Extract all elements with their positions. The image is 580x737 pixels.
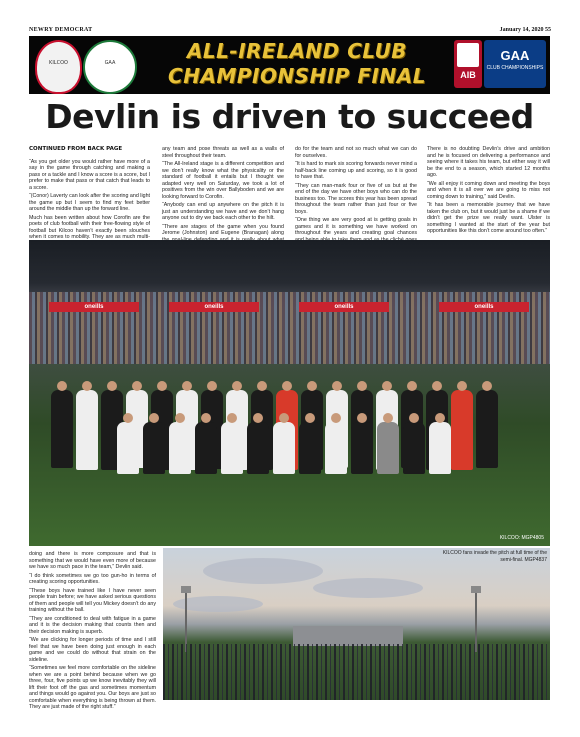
adboard: oneills: [299, 302, 389, 312]
kilcoo-crest: KILCOO: [35, 40, 82, 94]
adboard: oneills: [169, 302, 259, 312]
crowd-on-pitch: [163, 644, 550, 700]
paragraph: any team and pose threats as well as a walls of steel throughout their team.: [162, 146, 284, 159]
article-column-4: [427, 146, 550, 237]
grandstand: [293, 626, 403, 646]
newspaper-name: NEWRY DEMOCRAT: [29, 27, 93, 33]
paragraph: “As you get older you would rather have more of a say in the game through catching and making a pass or a tackle and I know a score is a score, but I prefer to make that pass or that catch that leads to a score.: [29, 158, 150, 191]
paragraph: There is no doubting Devlin’s drive and ambition and he is focused on delivering a performance and seeing where it takes his team, but either way it will be the end to a season, which started 12 months ago.: [427, 146, 550, 178]
paragraph: Much has been written about how Corofin are the poets of club football with their free-flowing style of football but Kilcoo haven’t exactly been slouches when it comes to mobility. They are as much multi-: [29, 214, 150, 240]
paragraph: “They can man-mark four or five of us but at the end of the day we have other boys who can do the business too. The scores this year has been spread throughout the team rather than just four or five boys.: [295, 182, 417, 215]
paragraph: “Anybody can end up anywhere on the pitch it is just an understanding we have and we don’t hang anyone out to dry we back each other to the hilt.: [162, 202, 284, 221]
floodlight: [475, 592, 477, 652]
paragraph: “We all enjoy it coming down and meeting the boys and when it is all over we are going to miss not coming down to training,” said Devlin.: [427, 180, 550, 200]
aib-logo: AIB: [454, 40, 482, 88]
paragraph: “The All-Ireland stage is a different competition and we don’t really know what the physicality or the standard of football it entails but I thought we adapted very well on Saturday, we took a lot of positives from the win over Ballyboden and we are looking forward to Corofin.: [162, 161, 284, 200]
photo-caption: KILCOO fans invade the pitch at full time of the semi-final. MGP4837: [442, 550, 547, 563]
banner-title-line2: CHAMPIONSHIP FINAL: [168, 64, 426, 88]
paragraph: doing and there is more composure and that is something that we would have even more of because we have so much pace in the team,” Devlin said.: [29, 551, 156, 570]
adboard: oneills: [439, 302, 529, 312]
gaa-club-logo: GAA CLUB CHAMPIONSHIPS: [484, 40, 546, 88]
paragraph: do for the team and not so much what we can do for ourselves.: [295, 146, 417, 159]
paragraph: “It has been a memorable journey that we have taken the club on, but it would just be a shame if we didn’t get the prize we really want. Ulster is something I wanted at the start of the year but opportunities like this don’t come around too often.”: [427, 202, 550, 234]
paragraph: “One thing we are very good at is getting goals in games and it is something we have worked on throughout the years and creating goal chances: [295, 217, 417, 236]
photo-caption: KILCOO: MGP4805: [499, 535, 544, 541]
fans-photo: [163, 548, 550, 700]
banner-title: [147, 39, 447, 89]
article-column-1: [29, 146, 150, 249]
banner-title-line1: ALL-IRELAND CLUB: [186, 39, 408, 63]
paragraph: “We are clicking for longer periods of time and I still feel that we have been doing just enough in each game and we could do without that strain on the sideline.: [29, 637, 156, 663]
paragraph: “(Conor) Laverty can look after the scoring and light the game up but I seem to find my feet better around the middle than up the forward line.: [29, 193, 150, 212]
headline: Devlin is driven to succeed: [45, 97, 534, 136]
paragraph: “It is hard to mark six scoring forwards never mind a half-back line coming up and scoring, so it is good to have that.: [295, 161, 417, 180]
paragraph: “These boys have trained like I have never seen people train before; we have asked serious questions of them and people will tell you Mickey doesn’t do any training without the ball.: [29, 587, 156, 613]
club-crest: GAA: [83, 40, 137, 94]
date-page: January 14, 2020 55: [499, 27, 551, 33]
article-column-2: [162, 146, 284, 252]
article-column-lower: [29, 551, 156, 713]
floodlight: [185, 592, 187, 652]
continued-kicker: CONTINUED FROM BACK PAGE: [29, 146, 123, 152]
championship-banner: [29, 36, 550, 94]
paragraph: “Sometimes we feel more comfortable on the sideline when we are a point behind because when we go three, four, five points up we know inevitably they will lift their foot off the gas and sometimes momentum and things would go against you. Our boys are just so comfortable when everything is being thrown at them. They are just made of the right stuff.”: [29, 665, 156, 710]
paragraph: “I do think sometimes we go too gun-ho in terms of creating scoring opportunities.: [29, 572, 156, 585]
front-row-players: [117, 422, 451, 474]
adboard: oneills: [49, 302, 139, 312]
paragraph: “They are conditioned to deal with fatigue in a game and it is the decision making that counts then and their decision making is superb.: [29, 615, 156, 635]
paragraph: “There are stages of the game when you found Jerome (Johnston) and Eugene (Branagan) along: [162, 223, 284, 236]
team-photo: [29, 240, 550, 546]
